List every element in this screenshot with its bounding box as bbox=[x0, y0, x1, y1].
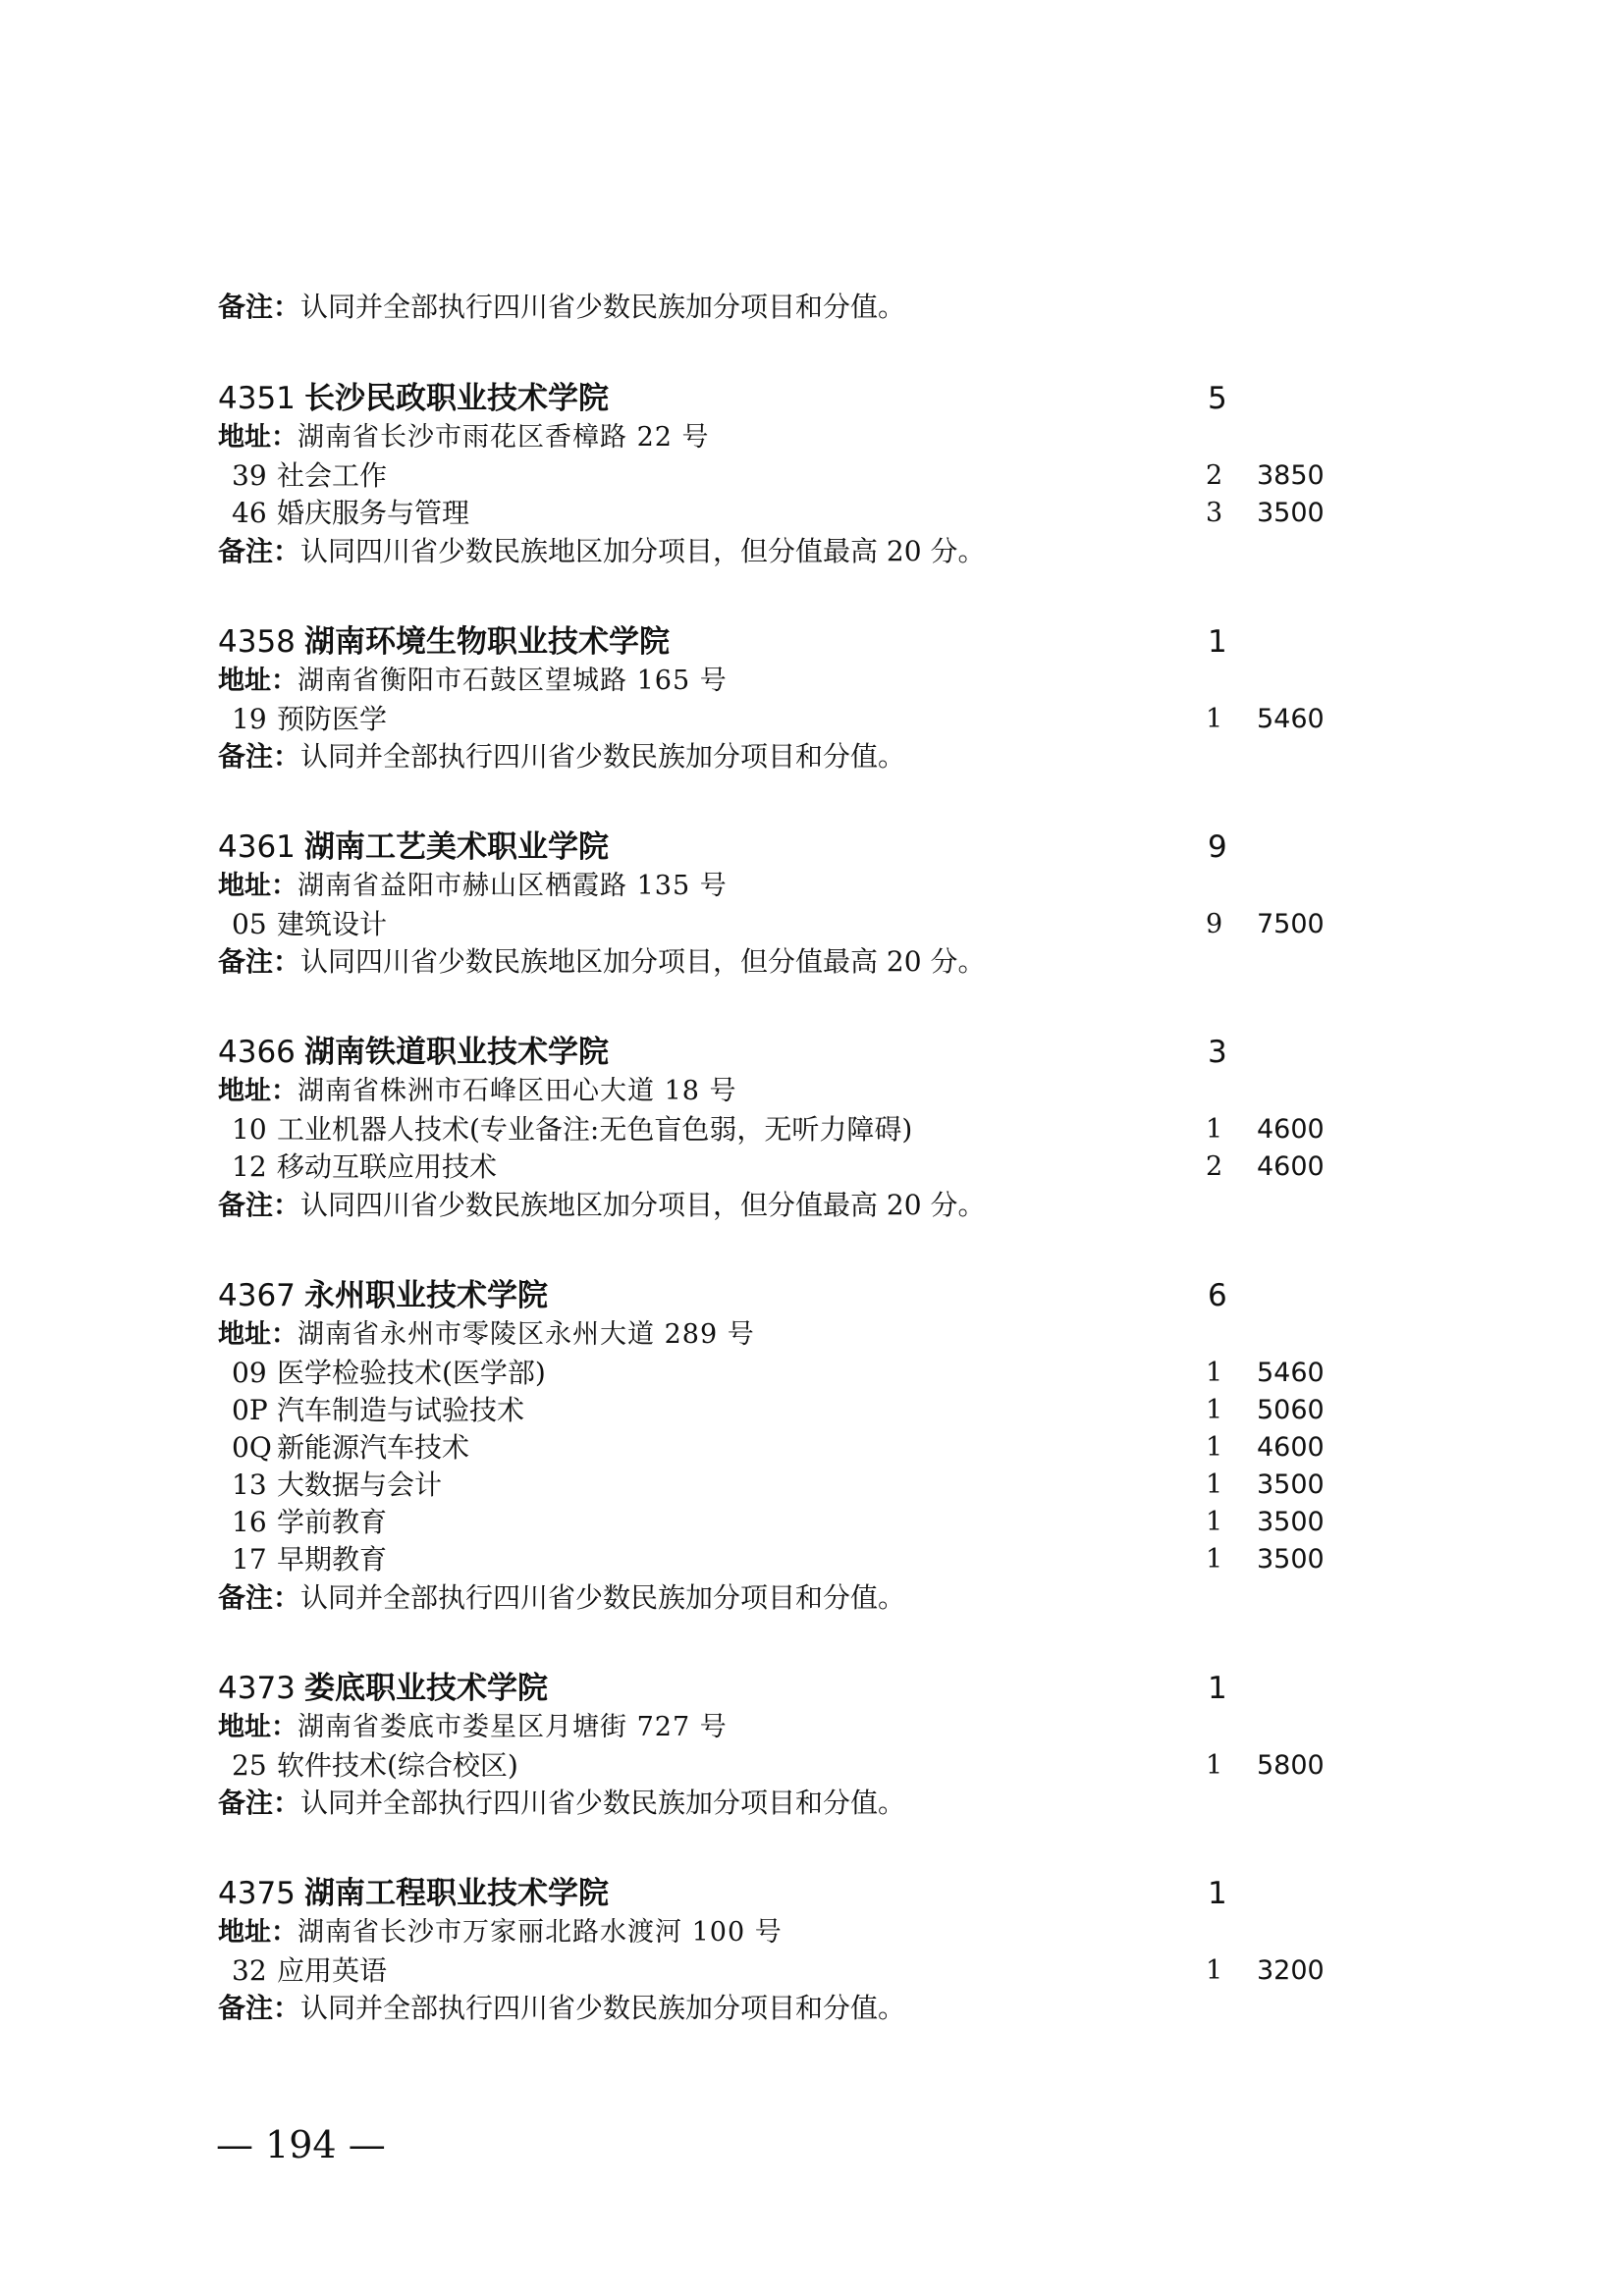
major-name: 预防医学 bbox=[277, 703, 388, 735]
note-label: 备注： bbox=[218, 945, 301, 978]
major-fee: 3850 bbox=[1257, 460, 1325, 491]
school-header bbox=[218, 1276, 1357, 1315]
major-count: 9 bbox=[1206, 909, 1223, 939]
school-code: 4373 bbox=[218, 1671, 296, 1706]
major-code: 32 bbox=[232, 1954, 267, 1987]
major-code: 25 bbox=[232, 1749, 267, 1782]
major-count: 1 bbox=[1206, 1114, 1223, 1145]
major-name: 早期教育 bbox=[277, 1543, 388, 1575]
address-text: 湖南省娄底市娄星区月塘街 727 号 bbox=[298, 1712, 728, 1742]
major-row bbox=[218, 1392, 1357, 1429]
major-fee: 3500 bbox=[1257, 1507, 1325, 1537]
major-fee: 5460 bbox=[1257, 704, 1325, 734]
major-count: 1 bbox=[1206, 1507, 1223, 1537]
school-total: 1 bbox=[1208, 624, 1227, 660]
major-name: 大数据与会计 bbox=[277, 1468, 443, 1501]
address-label: 地址： bbox=[218, 871, 298, 901]
major-row bbox=[218, 1148, 1357, 1186]
major-fee: 3500 bbox=[1257, 1544, 1325, 1575]
major-code: 17 bbox=[232, 1543, 267, 1575]
major-name: 新能源汽车技术 bbox=[277, 1431, 470, 1464]
note-text: 认同并全部执行四川省少数民族加分项目和分值。 bbox=[300, 291, 906, 323]
school-total: 1 bbox=[1208, 1671, 1227, 1706]
major-fee: 4600 bbox=[1257, 1114, 1325, 1145]
note-text: 认同四川省少数民族地区加分项目，但分值最高 20 分。 bbox=[300, 535, 986, 567]
major-name: 汽车制造与试验技术 bbox=[277, 1394, 525, 1426]
major-code: 10 bbox=[232, 1113, 267, 1146]
major-fee: 3200 bbox=[1257, 1955, 1325, 1986]
major-row bbox=[218, 1111, 1357, 1148]
major-fee: 5460 bbox=[1257, 1358, 1325, 1388]
major-name: 建筑设计 bbox=[277, 908, 388, 940]
major-row bbox=[218, 1952, 1357, 1990]
major-code: 46 bbox=[232, 497, 267, 529]
major-row bbox=[218, 1747, 1357, 1785]
note-label: 备注： bbox=[218, 291, 301, 323]
note-label: 备注： bbox=[218, 1787, 301, 1819]
major-name: 应用英语 bbox=[277, 1954, 388, 1987]
school-name: 湖南环境生物职业技术学院 bbox=[304, 624, 670, 660]
major-code: 39 bbox=[232, 459, 267, 492]
major-row bbox=[218, 1541, 1357, 1578]
school-name: 湖南工程职业技术学院 bbox=[304, 1876, 609, 1911]
school-address bbox=[218, 1073, 1357, 1110]
school-code: 4375 bbox=[218, 1876, 296, 1911]
school-header bbox=[218, 379, 1357, 418]
address-text: 湖南省株洲市石峰区田心大道 18 号 bbox=[298, 1076, 737, 1106]
address-label: 地址： bbox=[218, 422, 298, 453]
address-label: 地址： bbox=[218, 666, 298, 696]
major-fee: 4600 bbox=[1257, 1432, 1325, 1463]
address-text: 湖南省永州市零陵区永州大道 289 号 bbox=[298, 1319, 755, 1350]
major-fee: 7500 bbox=[1257, 909, 1325, 939]
major-row bbox=[218, 1467, 1357, 1504]
major-count: 1 bbox=[1206, 1469, 1223, 1500]
note-label: 备注： bbox=[218, 535, 301, 567]
address-text: 湖南省长沙市万家丽北路水渡河 100 号 bbox=[298, 1917, 783, 1948]
school-name: 永州职业技术学院 bbox=[304, 1278, 548, 1313]
major-count: 2 bbox=[1206, 460, 1223, 491]
major-count: 1 bbox=[1206, 1750, 1223, 1781]
school-code: 4366 bbox=[218, 1035, 296, 1070]
major-row bbox=[218, 701, 1357, 738]
top-note bbox=[218, 289, 1357, 326]
address-text: 湖南省衡阳市石鼓区望城路 165 号 bbox=[298, 666, 728, 696]
major-fee: 3500 bbox=[1257, 1469, 1325, 1500]
school-code: 4361 bbox=[218, 829, 296, 865]
address-label: 地址： bbox=[218, 1076, 298, 1106]
note-label: 备注： bbox=[218, 1992, 301, 2024]
major-code: 0Q bbox=[232, 1431, 272, 1464]
note-label: 备注： bbox=[218, 740, 301, 773]
note-label: 备注： bbox=[218, 1189, 301, 1221]
major-code: 12 bbox=[232, 1150, 267, 1183]
school-note bbox=[218, 943, 1357, 981]
major-code: 09 bbox=[232, 1357, 267, 1389]
school-header bbox=[218, 1669, 1357, 1708]
major-fee: 4600 bbox=[1257, 1151, 1325, 1182]
school-total: 5 bbox=[1208, 381, 1227, 416]
note-text: 认同并全部执行四川省少数民族加分项目和分值。 bbox=[300, 1992, 906, 2024]
school-header bbox=[218, 1874, 1357, 1913]
major-count: 1 bbox=[1206, 1358, 1223, 1388]
school-total: 3 bbox=[1208, 1035, 1227, 1070]
school-note bbox=[218, 1187, 1357, 1224]
school-name: 娄底职业技术学院 bbox=[304, 1671, 548, 1706]
major-row bbox=[218, 1355, 1357, 1392]
school-header bbox=[218, 1033, 1357, 1072]
school-address bbox=[218, 868, 1357, 905]
school-header bbox=[218, 828, 1357, 867]
major-fee: 5800 bbox=[1257, 1750, 1325, 1781]
school-note bbox=[218, 738, 1357, 775]
major-row bbox=[218, 1429, 1357, 1467]
major-name: 医学检验技术(医学部) bbox=[277, 1357, 546, 1389]
note-label: 备注： bbox=[218, 1581, 301, 1614]
major-name: 学前教育 bbox=[277, 1506, 388, 1538]
major-fee: 5060 bbox=[1257, 1395, 1325, 1425]
major-code: 19 bbox=[232, 703, 267, 735]
major-row bbox=[218, 1504, 1357, 1541]
school-address bbox=[218, 1914, 1357, 1951]
page-number: — 194 — bbox=[216, 2123, 386, 2166]
major-count: 1 bbox=[1206, 1395, 1223, 1425]
school-address bbox=[218, 1316, 1357, 1354]
address-text: 湖南省长沙市雨花区香樟路 22 号 bbox=[298, 422, 710, 453]
major-name: 移动互联应用技术 bbox=[277, 1150, 498, 1183]
major-count: 1 bbox=[1206, 1955, 1223, 1986]
school-note bbox=[218, 1785, 1357, 1822]
school-code: 4351 bbox=[218, 381, 296, 416]
school-code: 4367 bbox=[218, 1278, 296, 1313]
school-note bbox=[218, 1579, 1357, 1617]
address-label: 地址： bbox=[218, 1319, 298, 1350]
school-note bbox=[218, 1990, 1357, 2027]
major-count: 1 bbox=[1206, 1432, 1223, 1463]
address-label: 地址： bbox=[218, 1712, 298, 1742]
major-count: 1 bbox=[1206, 1544, 1223, 1575]
school-name: 湖南工艺美术职业学院 bbox=[304, 829, 609, 865]
school-total: 1 bbox=[1208, 1876, 1227, 1911]
note-text: 认同并全部执行四川省少数民族加分项目和分值。 bbox=[300, 1787, 906, 1819]
note-text: 认同并全部执行四川省少数民族加分项目和分值。 bbox=[300, 740, 906, 773]
major-count: 1 bbox=[1206, 704, 1223, 734]
school-name: 湖南铁道职业技术学院 bbox=[304, 1035, 609, 1070]
major-code: 0P bbox=[232, 1394, 268, 1426]
major-name: 工业机器人技术(专业备注:无色盲色弱，无听力障碍) bbox=[277, 1113, 913, 1146]
note-text: 认同四川省少数民族地区加分项目，但分值最高 20 分。 bbox=[300, 945, 986, 978]
major-name: 社会工作 bbox=[277, 459, 388, 492]
major-name: 婚庆服务与管理 bbox=[277, 497, 470, 529]
school-header bbox=[218, 622, 1357, 662]
school-address bbox=[218, 663, 1357, 700]
major-row bbox=[218, 457, 1357, 495]
school-total: 9 bbox=[1208, 829, 1227, 865]
major-row bbox=[218, 906, 1357, 943]
school-note bbox=[218, 533, 1357, 570]
school-total: 6 bbox=[1208, 1278, 1227, 1313]
school-address bbox=[218, 1709, 1357, 1746]
note-text: 认同四川省少数民族地区加分项目，但分值最高 20 分。 bbox=[300, 1189, 986, 1221]
major-fee: 3500 bbox=[1257, 498, 1325, 528]
major-code: 05 bbox=[232, 908, 267, 940]
note-text: 认同并全部执行四川省少数民族加分项目和分值。 bbox=[300, 1581, 906, 1614]
major-row bbox=[218, 495, 1357, 532]
address-label: 地址： bbox=[218, 1917, 298, 1948]
school-code: 4358 bbox=[218, 624, 296, 660]
major-code: 13 bbox=[232, 1468, 267, 1501]
major-name: 软件技术(综合校区) bbox=[277, 1749, 518, 1782]
major-count: 3 bbox=[1206, 498, 1223, 528]
school-address bbox=[218, 419, 1357, 456]
school-name: 长沙民政职业技术学院 bbox=[304, 381, 609, 416]
major-code: 16 bbox=[232, 1506, 267, 1538]
address-text: 湖南省益阳市赫山区栖霞路 135 号 bbox=[298, 871, 728, 901]
major-count: 2 bbox=[1206, 1151, 1223, 1182]
